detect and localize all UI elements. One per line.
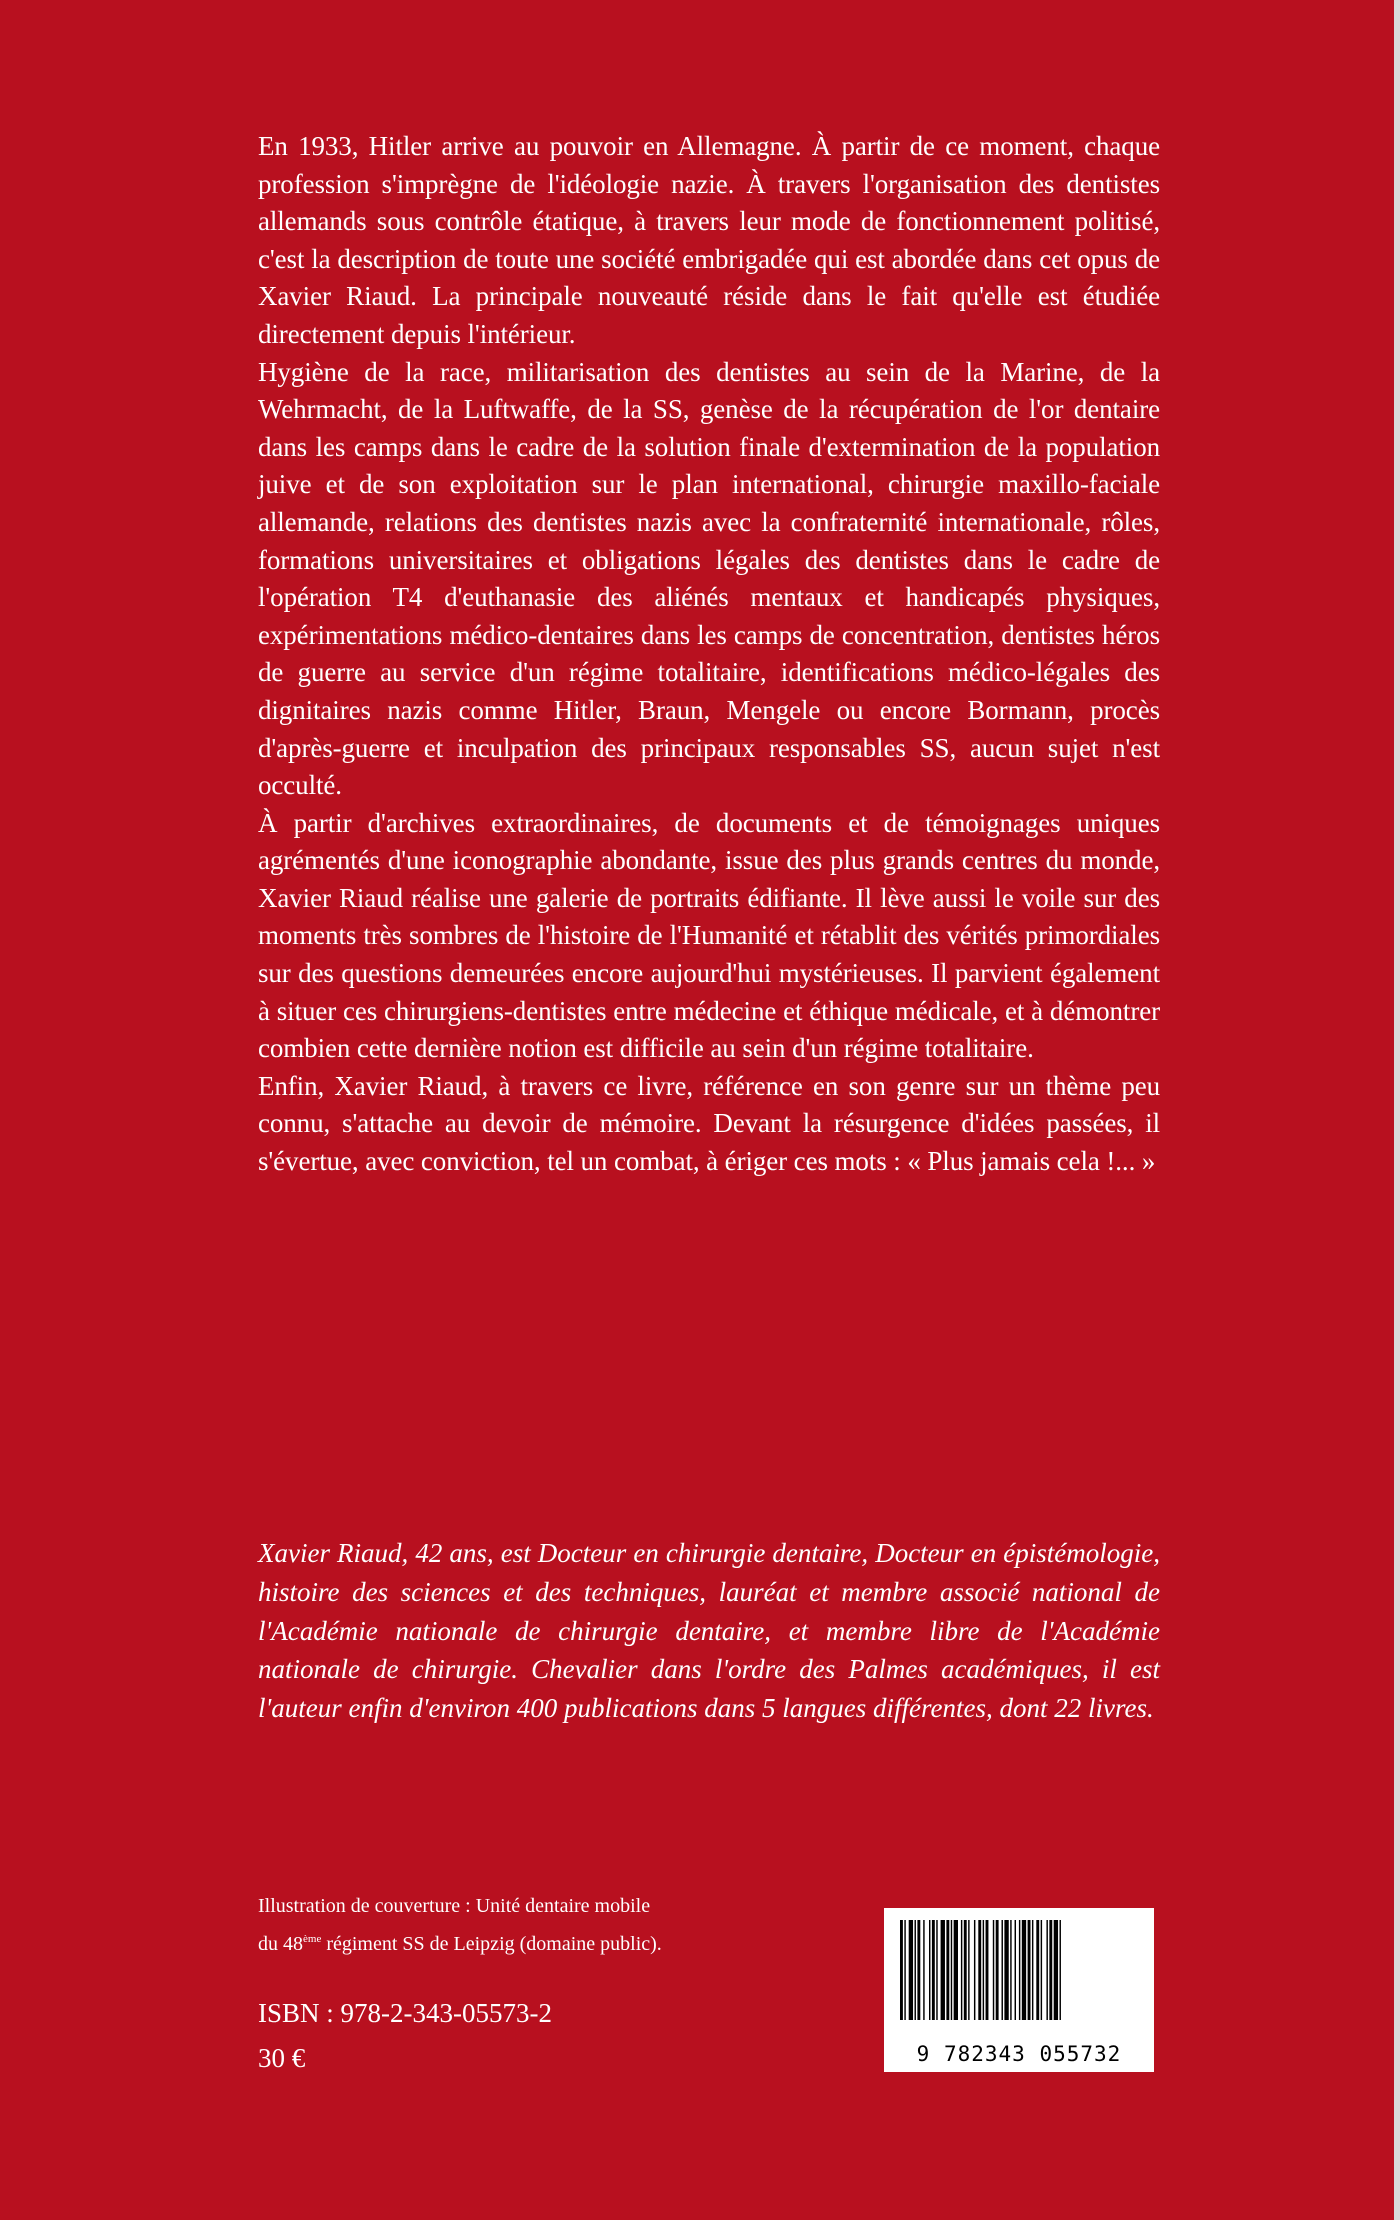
barcode-bar xyxy=(986,1920,989,2020)
blurb-paragraph-1: En 1933, Hitler arrive au pouvoir en Allemagne. À partir de ce moment, chaque profession s'imprègne de l'idéologie nazie. À travers l'organisation des dentistes allemands sous contrôle étatique, à travers leur mode de fonctionnement politisé, c'est la description de toute une société embrigadée qui est abordée dans cet opus de Xavier Riaud. La principale nouveauté réside dans le fait qu'elle est étudiée directement depuis l'intérieur. xyxy=(258,131,1160,349)
barcode-bar xyxy=(909,1920,913,2020)
credit-line-2-start: du 48 xyxy=(258,1933,303,1955)
barcode-bar xyxy=(968,1920,969,2020)
barcode-bar xyxy=(946,1920,949,2020)
barcode-bar xyxy=(936,1920,937,2020)
blurb-paragraph-4: Enfin, Xavier Riaud, à travers ce livre, référence en son genre sur un thème peu connu, s'attache au devoir de mémoire. Devant la résurgence d'idées passées, il s'évertue, avec conviction, tel un combat, à ériger ces mots : « Plus jamais cela !... » xyxy=(258,1070,1160,1177)
barcode-bar xyxy=(915,1920,916,2020)
barcode-bar xyxy=(1032,1920,1033,2020)
page-edge xyxy=(1394,0,1400,2220)
barcode-bar xyxy=(1060,1920,1061,2020)
barcode-bars xyxy=(896,1920,1142,2044)
barcode-bar xyxy=(1041,1920,1042,2020)
blurb-text xyxy=(258,128,1160,1181)
barcode-bar xyxy=(964,1920,967,2020)
barcode-bar xyxy=(983,1920,984,2020)
barcode-bar xyxy=(1022,1920,1026,2020)
blurb-paragraph-2: Hygiène de la race, militarisation des dentistes au sein de la Marine, de la Wehrmacht, de la Luftwaffe, de la SS, genèse de la récupération de l'or dentaire dans les camps dans le cadre de la solution finale d'extermination de la population juive et de son exploitation sur le plan international, chirurgie maxillo-faciale allemande, relations des dentistes nazis avec la confraternité internationale, rôles, formations universitaires et obligations légales des dentistes dans le cadre de l'opération T4 d'euthanasie des aliénés mentaux et handicapés physiques, expérimentations médico-dentaires dans les camps de concentration, dentistes héros de guerre au service d'un régime totalitaire, identifications médico-légales des dignitaires nazis comme Hitler, Braun, Mengele ou encore Bormann, procès d'après-guerre et inculpation des principaux responsables SS, aucun sujet n'est occulté. xyxy=(258,356,1160,801)
barcode-digits: 9 782343 055732 xyxy=(916,2042,1122,2066)
barcode-bar xyxy=(1002,1920,1003,2020)
barcode-bar xyxy=(900,1920,903,2020)
barcode-bar xyxy=(996,1920,999,2020)
barcode-bar xyxy=(1015,1920,1016,2020)
author-bio: Xavier Riaud, 42 ans, est Docteur en chirurgie dentaire, Docteur en épistémologie, histoire des sciences et des techniques, lauréat et membre associé national de l'Académie nationale de chirurgie dentaire, et membre libre de l'Académie nationale de chirurgie. Chevalier dans l'ordre des Palmes académiques, il est l'auteur enfin d'environ 400 publications dans 5 langues différentes, dont 22 livres. xyxy=(258,1538,1160,1724)
barcode-bar xyxy=(917,1920,920,2020)
barcode-bar xyxy=(932,1920,935,2020)
cover-illustration-credit xyxy=(258,1890,818,1961)
barcode-bar xyxy=(1010,1920,1011,2020)
barcode-bar xyxy=(993,1920,994,2020)
barcode-bar xyxy=(1004,1920,1008,2020)
barcode-bar xyxy=(961,1920,962,2020)
barcode-bar xyxy=(951,1920,952,2020)
barcode-bar xyxy=(954,1920,958,2020)
barcode xyxy=(884,1908,1154,2072)
book-price: 30 € xyxy=(258,2043,306,2073)
barcode-bar xyxy=(923,1920,924,2020)
credit-line-2-end: régiment SS de Leipzig (domaine public). xyxy=(321,1933,662,1955)
blurb-paragraph-3: À partir d'archives extraordinaires, de documents et de témoignages uniques agrémentés d'une iconographie abondante, issue des plus grands centres du monde, Xavier Riaud réalise une galerie de portraits édifiante. Il lève aussi le voile sur des moments très sombres de l'histoire de l'Humanité et rétablit des vérités primordiales sur des questions demeurées encore aujourd'hui mystérieuses. Il parvient également à situer ces chirurgiens-dentistes entre médecine et éthique médicale, et à démontrer combien cette dernière notion est difficile au sein d'un régime totalitaire. xyxy=(258,807,1160,1064)
barcode-bar xyxy=(974,1920,975,2020)
barcode-bar xyxy=(1028,1920,1031,2020)
barcode-bar xyxy=(1046,1920,1047,2020)
barcode-bar xyxy=(1019,1920,1020,2020)
barcode-bar xyxy=(978,1920,981,2020)
barcode-bar xyxy=(1049,1920,1052,2020)
barcode-bar xyxy=(929,1920,930,2020)
barcode-bar xyxy=(1054,1920,1058,2020)
barcode-bar xyxy=(904,1920,905,2020)
isbn-number: ISBN : 978-2-343-05573-2 xyxy=(258,1998,552,2028)
credit-line-1: Illustration de couverture : Unité dentaire mobile xyxy=(258,1895,651,1917)
barcode-bar xyxy=(941,1920,945,2020)
credit-superscript: ème xyxy=(303,1933,322,1945)
barcode-bar xyxy=(1036,1920,1039,2020)
